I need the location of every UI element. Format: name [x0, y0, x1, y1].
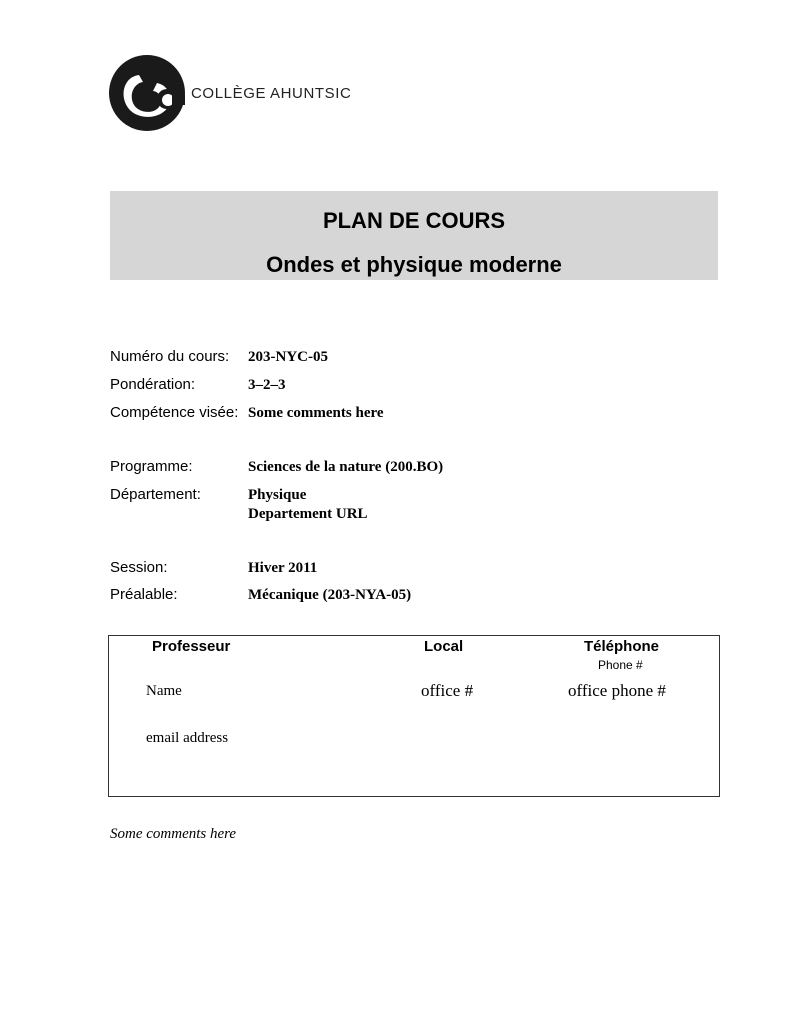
- professor-table: [108, 635, 720, 797]
- institution-name: COLLÈGE AHUNTSIC: [191, 85, 352, 102]
- header-logo: [109, 55, 379, 133]
- program-label: Programme:: [110, 458, 193, 475]
- course-number-value: 203-NYC-05: [248, 349, 328, 365]
- college-logo-icon: [109, 55, 185, 131]
- weighting-value: 3–2–3: [248, 377, 286, 393]
- professor-name: Name: [146, 683, 182, 699]
- office-phone: office phone #: [568, 681, 666, 700]
- session-label: Session:: [110, 559, 168, 576]
- comments-note: Some comments here: [110, 826, 237, 842]
- title-banner: [110, 191, 718, 280]
- department-value: Physique: [248, 487, 307, 503]
- competency-value: Some comments here: [248, 405, 384, 421]
- department-url[interactable]: Departement URL: [248, 506, 368, 522]
- weighting-label: Pondération:: [110, 376, 196, 393]
- department-label: Département:: [110, 486, 201, 503]
- program-value: Sciences de la nature (200.BO): [248, 459, 444, 475]
- document-title: PLAN DE COURS: [322, 208, 506, 233]
- professor-email[interactable]: email address: [146, 730, 229, 746]
- prerequisite-label: Préalable:: [110, 586, 178, 603]
- office-number: office #: [421, 681, 474, 700]
- professor-header: Professeur: [152, 638, 231, 655]
- competency-label: Compétence visée:: [110, 404, 239, 421]
- prerequisite-value: Mécanique (203-NYA-05): [248, 587, 412, 603]
- telephone-header: Téléphone: [584, 638, 660, 655]
- course-title: Ondes et physique moderne: [266, 252, 562, 277]
- course-number-label: Numéro du cours:: [110, 348, 230, 365]
- local-header: Local: [424, 638, 464, 655]
- session-value: Hiver 2011: [248, 560, 318, 576]
- phone-subheader: Phone #: [598, 658, 643, 672]
